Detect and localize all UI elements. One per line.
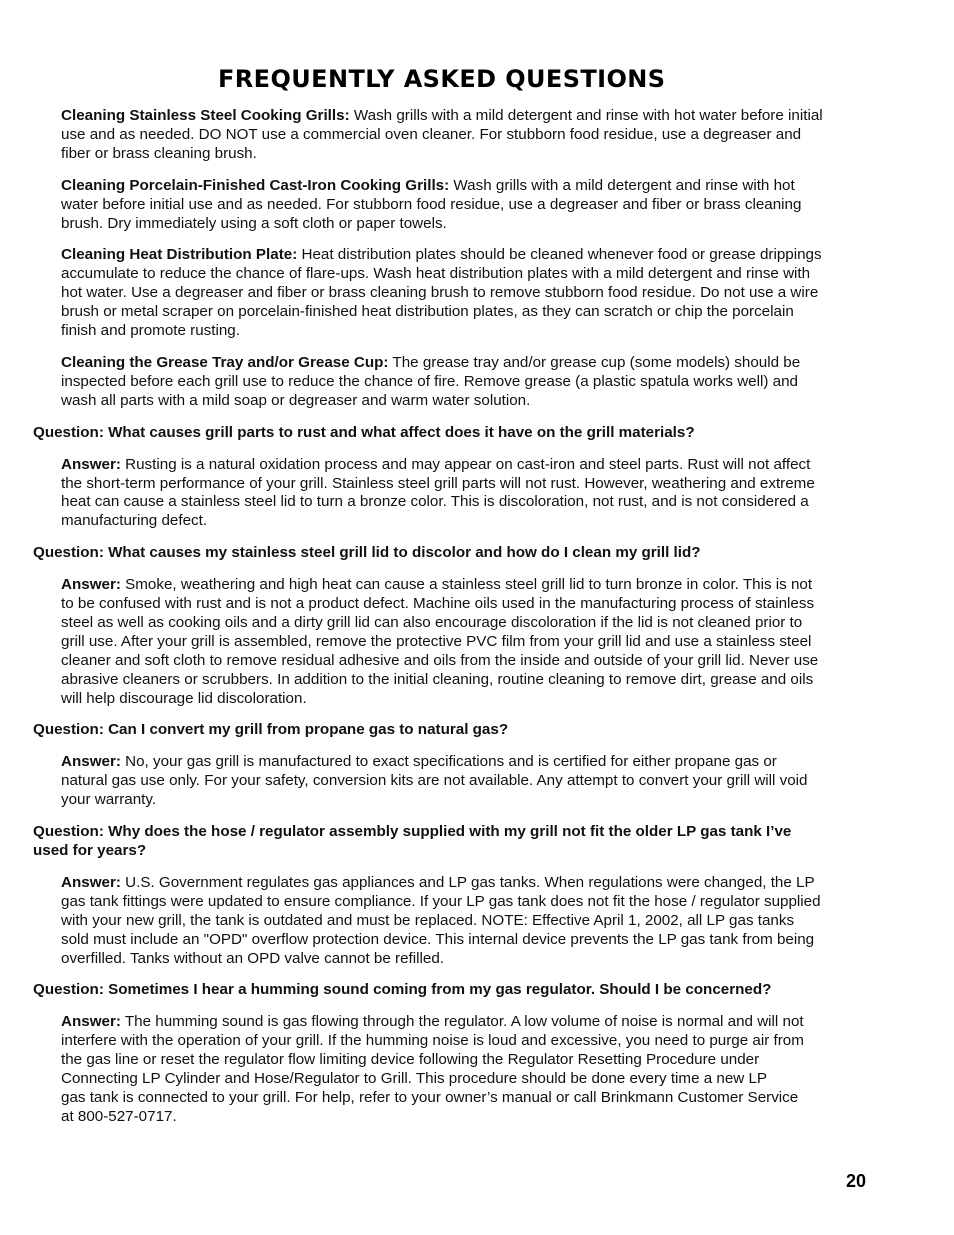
question-line: Question: Can I convert my grill from propane gas to natural gas? [33,721,509,739]
page-number: 20 [846,1171,867,1191]
cleaning-heat-plate-paragraph [33,246,923,341]
paragraph-line: your warranty. [61,791,157,809]
paragraph-line: inspected before each grill use to reduce the chance of fire. Remove grease (a plastic spatula works well) and [61,372,798,390]
answer-label: Answer: [61,455,121,473]
paragraph-line: finish and promote rusting. [61,322,240,340]
paragraph-line: water before initial use and as needed. For stubborn food residue, use a degreaser and fiber or brass cleaning [61,195,802,213]
paragraph-line: steel as well as cooking oils and a dirty grill lid can also encourage discoloration if the lid is not cleaned prior to [61,613,803,631]
paragraph-text: Heat distribution plates should be cleaned whenever food or grease drippings [297,246,822,264]
paragraph-text: Wash grills with a mild detergent and rinse with hot water before initial [349,107,823,124]
paragraph-line: use and as needed. DO NOT use a commercial oven cleaner. For stubborn food residue, use a degreaser and [61,125,802,143]
paragraph-line: gas tank is connected to your grill. For help, refer to your owner’s manual or call Brinkmann Customer Service [61,1088,799,1106]
paragraph-text: The humming sound is gas flowing through the regulator. A low volume of noise is normal and will not [120,1013,804,1031]
paragraph-line [61,246,923,265]
paragraph-line: the gas line or reset the regulator flow limiting device following the Regulator Resetting Procedure under [61,1051,760,1069]
page-title: FREQUENTLY ASKED QUESTIONS [218,65,666,93]
cleaning-porcelain-label: Cleaning Porcelain-Finished Cast-Iron Cooking Grills: [61,176,450,194]
faq-answer-3 [33,753,923,810]
paragraph-line: accumulate to reduce the chance of flare-ups. Wash heat distribution plates with a mild detergent and rinse with [61,265,811,283]
paragraph-line: to be confused with rust and is not a product defect. Machine oils used in the manufacturing process of stainless [61,595,815,613]
faq-question-3 [33,721,923,740]
faq-question-2 [33,544,923,563]
paragraph-line: hot water. Use a degreaser and fiber or brass cleaning brush to remove stubborn food residue. Do not use a wire [61,284,819,302]
paragraph-line: interfere with the operation of your grill. If the humming noise is loud and excessive, you need to purge air from [61,1032,804,1050]
paragraph-line: grill use. After your grill is assembled, remove the protective PVC film from your grill lid and use a stainless steel [61,632,812,650]
paragraph-text: Wash grills with a mild detergent and rinse with hot [449,176,795,194]
faq-content [33,107,923,1140]
paragraph-line: abrasive cleaners or scrubbers. In addition to the initial cleaning, routine cleaning to remove dirt, grease and oils [61,670,814,688]
faq-answer-5 [33,1013,923,1126]
paragraph-line [61,753,923,772]
paragraph-line [61,177,923,196]
paragraph-text: The grease tray and/or grease cup (some models) should be [388,353,801,371]
paragraph-line [61,456,923,475]
paragraph-line: fiber or brass cleaning brush. [61,144,257,162]
paragraph-line: natural gas use only. For your safety, conversion kits are not available. Any attempt to convert your grill will void [61,772,808,790]
faq-answer-2 [33,576,923,708]
paragraph-line [61,576,923,595]
paragraph-line: gas tank fittings were updated to ensure compliance. If your LP gas tank does not fit the hose / regulator supplied [61,892,821,910]
paragraph-line: manufacturing defect. [61,512,208,530]
faq-answer-1 [33,456,923,532]
answer-label: Answer: [61,873,121,891]
cleaning-grease-tray-paragraph [33,354,923,411]
paragraph-line [61,874,923,893]
paragraph-line: heat can cause a stainless steel lid to turn a bronze color. This is discoloration, not rust, and is not considered a [61,493,809,511]
faq-question-5 [33,981,923,1000]
faq-question-1 [33,424,923,443]
paragraph-line: cleaner and soft cloth to remove residual adhesive and oils from the inside and outside of your grill lid. Never use [61,651,819,669]
paragraph-line [61,354,923,373]
paragraph-line [61,107,923,126]
cleaning-heat-plate-label: Cleaning Heat Distribution Plate: [61,246,298,264]
question-line: Question: What causes grill parts to rust and what affect does it have on the grill materials? [33,423,695,441]
answer-label: Answer: [61,753,121,771]
paragraph-line: sold must include an "OPD" overflow protection device. This internal device prevents the LP gas tank from being [61,930,815,948]
paragraph-line: overfilled. Tanks without an OPD valve cannot be refilled. [61,949,444,967]
answer-label: Answer: [61,576,121,594]
paragraph-line: with your new grill, the tank is outdated and must be replaced. NOTE: Effective April 1, 2002, all LP gas tanks [61,911,795,929]
paragraph-line: at 800-527-0717. [61,1107,177,1125]
question-line: Question: Why does the hose / regulator assembly supplied with my grill not fit the older LP gas tank I’ve [33,823,792,841]
question-line: Question: What causes my stainless steel grill lid to discolor and how do I clean my grill lid? [33,544,701,562]
paragraph-text: No, your gas grill is manufactured to exact specifications and is certified for either propane gas or [120,753,777,771]
question-line: Question: Sometimes I hear a humming sound coming from my gas regulator. Should I be concerned? [33,981,772,999]
paragraph-line: brush. Dry immediately using a soft cloth or paper towels. [61,214,447,232]
paragraph-text: Smoke, weathering and high heat can cause a stainless steel grill lid to turn bronze in color. This is not [120,576,813,594]
cleaning-stainless-label: Cleaning Stainless Steel Cooking Grills: [61,107,350,124]
faq-question-4 [33,823,923,861]
paragraph-line: will help discourage lid discoloration. [61,689,307,707]
paragraph-line [61,1013,923,1032]
paragraph-line: the short-term performance of your grill. Stainless steel grill parts will not rust. However, weathering and extreme [61,474,815,492]
paragraph-text: Rusting is a natural oxidation process and may appear on cast-iron and steel parts. Rust will not affect [120,455,811,473]
answer-label: Answer: [61,1013,121,1031]
paragraph-line: brush or metal scraper on porcelain-finished heat distribution plates, as they can scratch or chip the porcelain [61,303,794,321]
paragraph-line: Connecting LP Cylinder and Hose/Regulator to Grill. This procedure should be done every time a new LP [61,1070,768,1088]
cleaning-grease-tray-label: Cleaning the Grease Tray and/or Grease Cup: [61,353,389,371]
faq-answer-4 [33,874,923,969]
question-line: used for years? [33,842,147,859]
paragraph-text: U.S. Government regulates gas appliances and LP gas tanks. When regulations were changed, the LP [120,873,815,891]
paragraph-line: wash all parts with a mild soap or degreaser and warm water solution. [61,391,531,409]
cleaning-porcelain-paragraph [33,177,923,234]
cleaning-stainless-paragraph [33,107,923,164]
